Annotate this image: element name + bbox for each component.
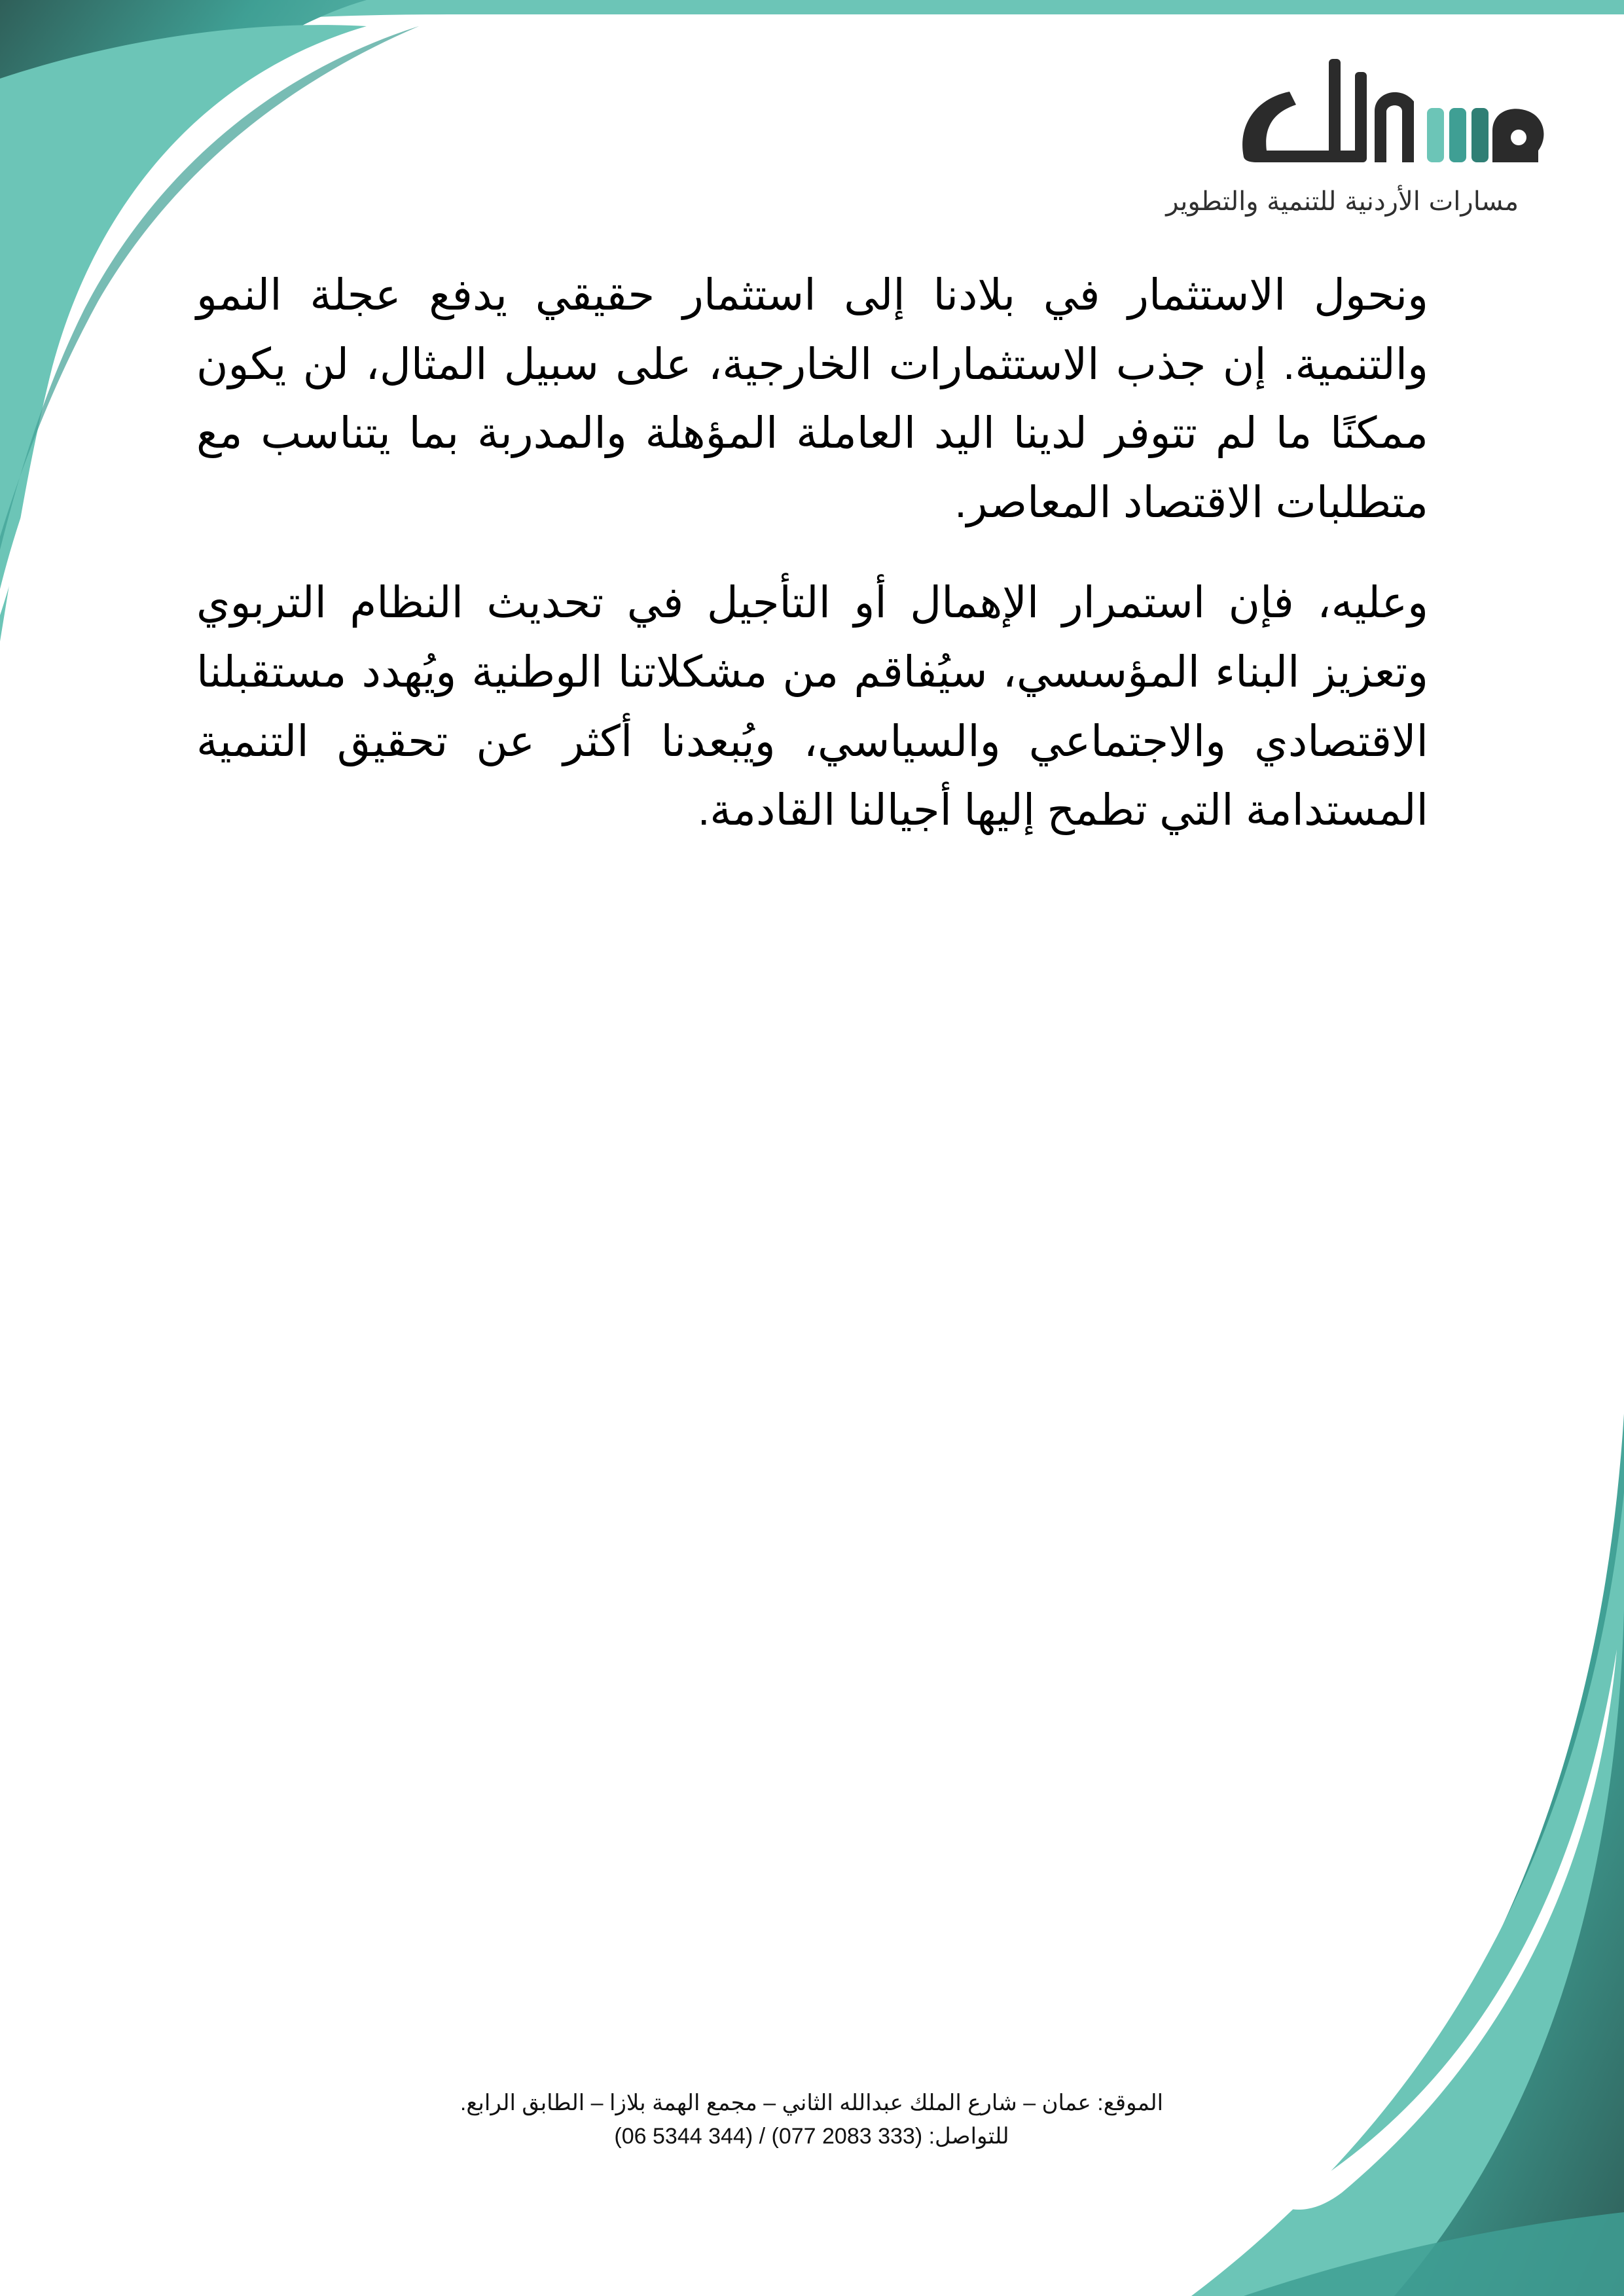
footer-contact: للتواصل: (333 2083 077) / (344 5344 06)	[614, 2124, 1009, 2149]
company-logo	[1166, 46, 1519, 229]
page-footer	[419, 2087, 1204, 2153]
letter-body	[196, 260, 1428, 876]
logo-wordmark	[1231, 46, 1551, 177]
body-paragraph: ونحول الاستثمار في بلادنا إلى استثمار حقيقي يدفع عجلة النمو والتنمية. إن جذب الاستثمارات الخارجية، على سبيل المثال، لن يكون ممكنًا ما لم تتوفر لدينا اليد العاملة المؤهلة والمدربة بما يتناسب مع متطلبات الاقتصاد المعاصر.	[196, 270, 1428, 526]
logo-tagline: مسارات الأردنية للتنمية والتطوير	[1166, 187, 1519, 217]
body-paragraph: وعليه، فإن استمرار الإهمال أو التأجيل في تحديث النظام التربوي وتعزيز البناء المؤسسي، سيُفاقم من مشكلاتنا الوطنية ويُهدد مستقبلنا الاقتصادي والاجتماعي والسياسي، ويُبعدنا أكثر عن تحقيق التنمية المستدامة التي تطمح إليها أجيالنا القادمة.	[196, 578, 1428, 834]
footer-location: الموقع: عمان – شارع الملك عبدالله الثاني – مجمع الهمة بلازا – الطابق الرابع.	[460, 2090, 1164, 2115]
